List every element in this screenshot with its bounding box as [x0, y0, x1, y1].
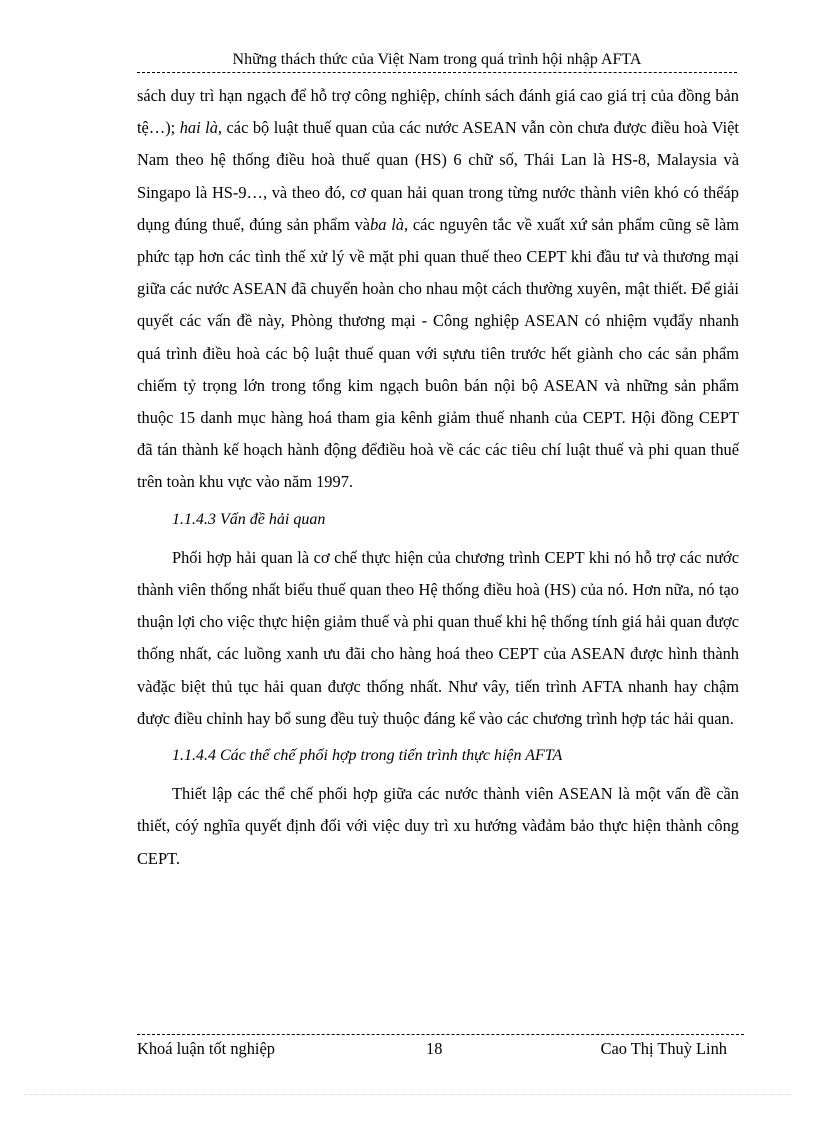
paragraph-3: Thiết lập các thể chế phối hợp giữa các nước thành viên ASEAN là một vấn đề cần thiết, cóý nghĩa quyết định đối với việc duy trì xu hướng vàđảm bảo thực hiện thành công CEPT.: [137, 784, 739, 868]
page-number: 18: [426, 1039, 443, 1058]
running-header: [137, 50, 737, 74]
section-heading-1-1-4-4: 1.1.4.4 Các thể chế phối hợp trong tiến trình thực hiện AFTA: [172, 747, 563, 765]
paragraph-1-part-c: các bộ luật thuế quan của các nước ASEAN vẫn còn chưa được điều hoà Việt Nam theo hệ thống điều hoà thuế quan (HS) 6 chữ số, Thái Lan là HS-8, Malaysia và Singapo là HS-9…, và theo đó, cơ quan hải quan trong từng nước thành viên khó có thểáp dụng đúng thuế, đúng sản phẩm và: [137, 118, 739, 234]
header-title: Những thách thức của Việt Nam trong quá trình hội nhập AFTA: [232, 51, 642, 68]
page-bottom-edge: [24, 1094, 792, 1095]
footer-divider: [137, 1034, 744, 1035]
paragraph-1-part-e: các nguyên tắc về xuất xứ sản phẩm cũng sẽ làm phức tạp hơn các tình thế xử lý về mặt phi quan thuế theo CEPT khi đầu tư và thương mại giữa các nước ASEAN đã chuyển hoàn cho nhau một cách thường xuyên, mật thiết. Để giải quyết các vấn đề này, Phòng thương mại - Công nghiệp ASEAN có nhiệm vụđẩy nhanh quá trình điều hoà các bộ luật thuế quan với sựưu tiên trước hết giành cho các sản phẩm chiếm tỷ trọng lớn trong tổng kim ngạch buôn bán nội bộ ASEAN và những sản phẩm thuộc 15 danh mục hàng hoá tham gia kênh giảm thuế nhanh của CEPT. Hội đồng CEPT đã tán thành kế hoạch hành động đểđiều hoà về các các tiêu chí luật thuế và phi quan thuế trên toàn khu vực vào năm 1997.: [137, 214, 739, 492]
footer-thesis-label: Khoá luận tốt nghiệp: [137, 1039, 275, 1058]
paragraph-1-part-a: sách duy trì hạn ngạch để hỗ trợ công nghiệp, chính sách đánh giá cao giá trị của đồng bản tệ…);: [137, 86, 739, 138]
paragraph-2: Phối hợp hải quan là cơ chế thực hiện của chương trình CEPT khi nó hỗ trợ các nước thành viên thống nhất biểu thuế quan theo Hệ thống điều hoà (HS) của nó. Hơn nữa, nó tạo thuận lợi cho việc thực hiện giảm thuế và phi quan thuế khi hệ thống tính giá hải quan được thống nhất, các luồng xanh ưu đãi cho hàng hoá theo CEPT của ASEAN được hình thành vàđặc biệt thủ tục hải quan được thống nhất. Như vây, tiến trình AFTA nhanh hay chậm được điều chỉnh hay bổ sung đều tuỳ thuộc đáng kể vào các chương trình hợp tác hải quan.: [137, 547, 739, 728]
footer-author: Cao Thị Thuỳ Linh: [600, 1039, 727, 1058]
section-heading-1-1-4-3: 1.1.4.3 Vấn đề hải quan: [172, 510, 326, 528]
header-divider: [137, 72, 737, 73]
running-footer: [137, 1038, 739, 1060]
paragraph-1: [137, 80, 739, 499]
paragraph-1-emphasis-hai-la: hai là,: [179, 118, 223, 138]
paragraph-1-emphasis-ba-la: ba là,: [370, 214, 409, 234]
body-text: [137, 80, 739, 875]
